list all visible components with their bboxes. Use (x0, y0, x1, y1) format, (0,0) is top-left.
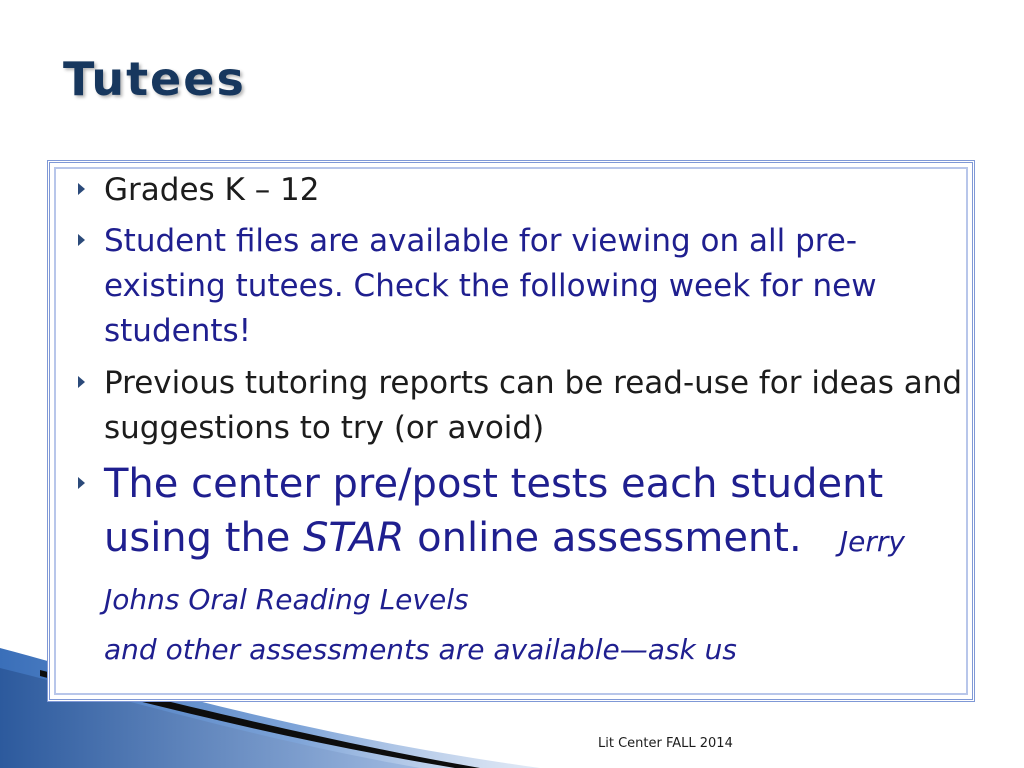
bullet-item (75, 219, 970, 354)
sub-text-assessments: and other assessments are available—ask us (104, 633, 737, 666)
triangle-right-icon (78, 477, 85, 489)
bullet-text: Grades K – 12 (104, 172, 320, 208)
bullet-text-after: online assessment. (404, 515, 802, 561)
bullet-list (75, 168, 970, 672)
footer-text: Lit Center FALL 2014 (598, 736, 733, 751)
star-emphasis: STAR (303, 515, 405, 561)
triangle-right-icon (78, 376, 85, 388)
bullet-text: Student files are available for viewing on all pre-existing tutees. Check the following week for new students! (104, 223, 877, 349)
slide-title: Tutees (63, 52, 246, 106)
triangle-right-icon (78, 183, 85, 195)
bullet-text-before: The center pre/post tests each student using the (104, 461, 884, 561)
sub-text-reading-levels: Jerry Johns Oral Reading Levels (104, 525, 905, 616)
bullet-item (75, 457, 970, 672)
bullet-text: Previous tutoring reports can be read-use for ideas and suggestions to try (or avoid) (104, 365, 963, 446)
triangle-right-icon (78, 234, 85, 246)
bullet-item (75, 361, 970, 451)
bullet-item (75, 168, 970, 213)
